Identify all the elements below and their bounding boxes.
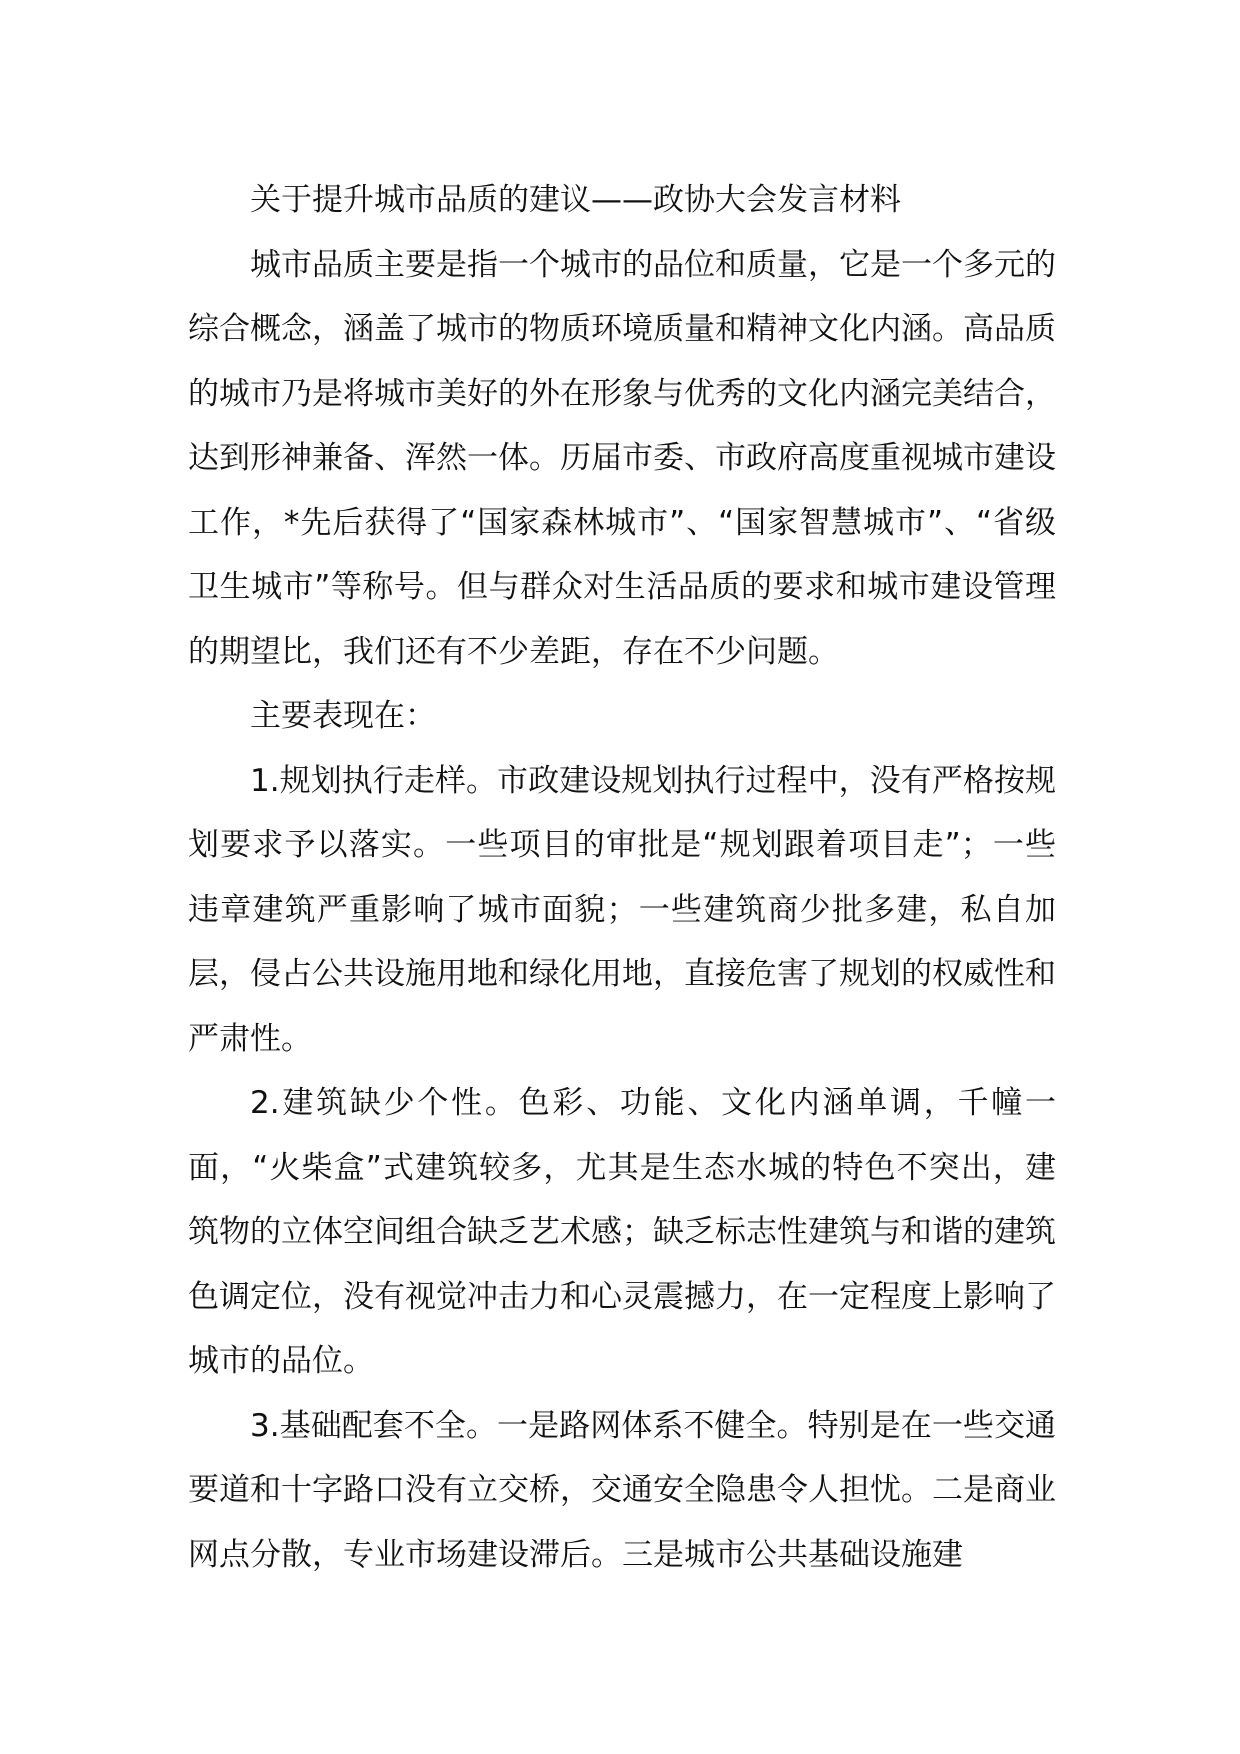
- paragraph-main-issues: 主要表现在：: [250, 698, 436, 734]
- paragraph-issue-3: 3.基础配套不全。一是路网体系不健全。特别是在一些交通要道和十字路口没有立交桥，交通安全隐患令人担忧。二是商业网点分散，专业市场建设滞后。三是城市公共基础设施建: [188, 1407, 1056, 1573]
- paragraph-issue-2: 2.建筑缺少个性。色彩、功能、文化内涵单调，千幢一面，“火柴盒”式建筑较多，尤其是生态水城的特色不突出，建筑物的立体空间组合缺乏艺术感；缺乏标志性建筑与和谐的建筑色调定位，没有视觉冲击力和心灵震撼力，在一定程度上影响了城市的品位。: [188, 1085, 1056, 1379]
- document-body: [188, 168, 1056, 1587]
- paragraph-issue-1: 1.规划执行走样。市政建设规划执行过程中，没有严格按规划要求予以落实。一些项目的审批是“规划跟着项目走”；一些违章建筑严重影响了城市面貌；一些建筑商少批多建，私自加层，侵占公共设施用地和绿化用地，直接危害了规划的权威性和严肃性。: [188, 762, 1056, 1057]
- paragraph-intro: 城市品质主要是指一个城市的品位和质量，它是一个多元的综合概念，涵盖了城市的物质环境质量和精神文化内涵。高品质的城市乃是将城市美好的外在形象与优秀的文化内涵完美结合，达到形神兼备、浑然一体。历届市委、市政府高度重视城市建设工作，*先后获得了“国家森林城市”、“国家智慧城市”、“省级卫生城市”等称号。但与群众对生活品质的要求和城市建设管理的期望比，我们还有不少差距，存在不少问题。: [188, 246, 1056, 670]
- document-title: 关于提升城市品质的建议——政协大会发言材料: [250, 182, 901, 218]
